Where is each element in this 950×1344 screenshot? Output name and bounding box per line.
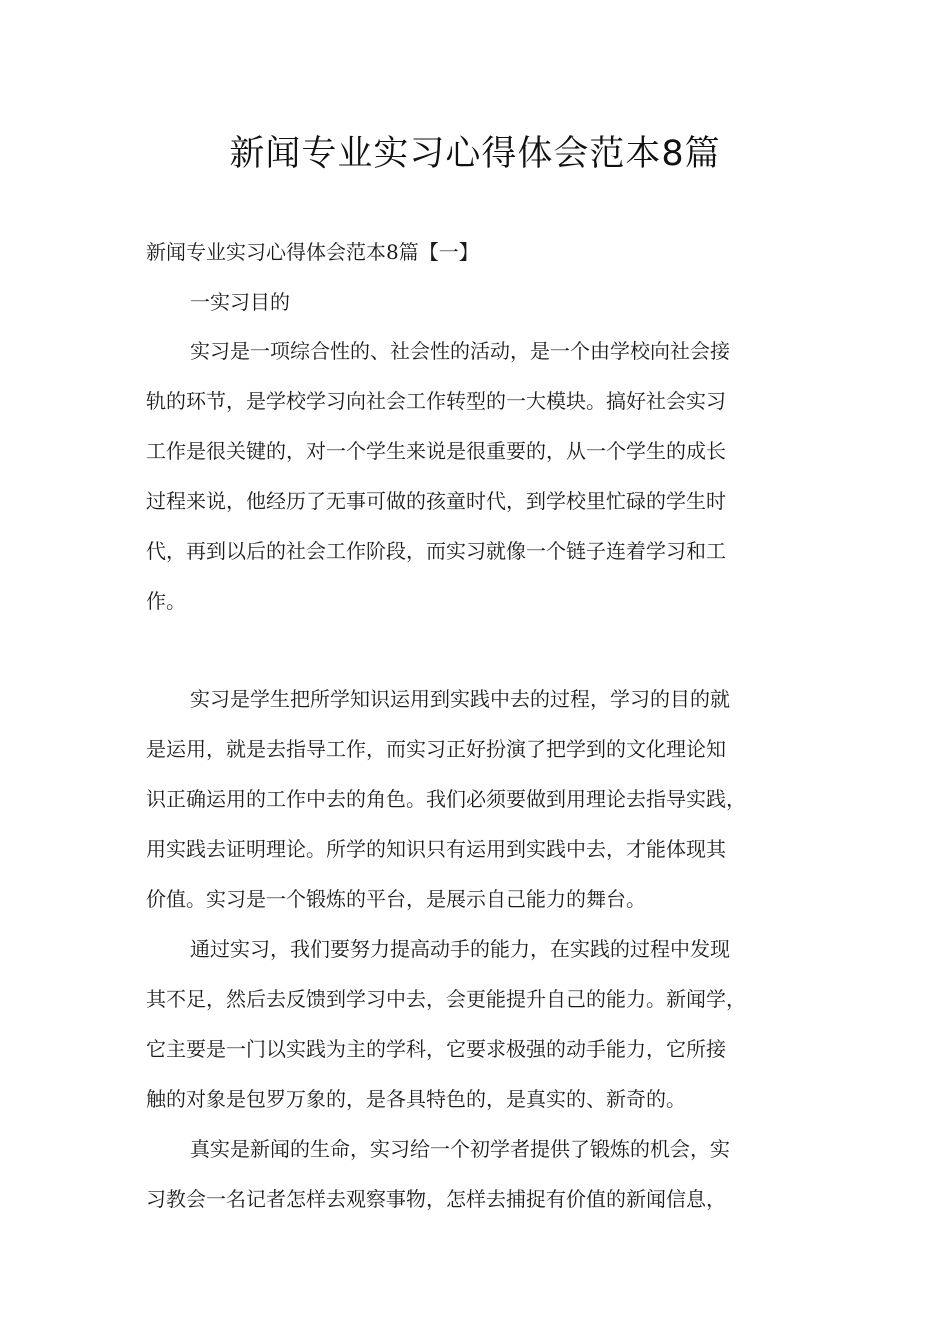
paragraph-line: 它主要是一门以实践为主的学科，它要求极强的动手能力，它所接	[146, 1037, 726, 1061]
section-heading: 新闻专业实习心得体会范本8篇【一】	[146, 240, 479, 264]
paragraph-line: 用实践去证明理论。所学的知识只有运用到实践中去，才能体现其	[146, 837, 726, 861]
paragraph-line: 实习是学生把所学知识运用到实践中去的过程，学习的目的就	[190, 687, 730, 711]
subheading-internship-purpose: 一实习目的	[190, 290, 290, 314]
paragraph-line: 习教会一名记者怎样去观察事物，怎样去捕捉有价值的新闻信息，	[146, 1187, 726, 1211]
paragraph-4	[146, 1124, 806, 1224]
paragraph-line: 通过实习，我们要努力提高动手的能力，在实践的过程中发现	[190, 937, 730, 961]
paragraph-line: 代，再到以后的社会工作阶段，而实习就像一个链子连着学习和工	[146, 539, 726, 563]
paragraph-line: 其不足，然后去反馈到学习中去，会更能提升自己的能力。新闻学，	[146, 987, 746, 1011]
paragraph-line: 真实是新闻的生命，实习给一个初学者提供了锻炼的机会，实	[190, 1137, 730, 1161]
paragraph-line: 价值。实习是一个锻炼的平台，是展示自己能力的舞台。	[146, 887, 646, 911]
paragraph-line: 轨的环节，是学校学习向社会工作转型的一大模块。搞好社会实习	[146, 389, 726, 413]
paragraph-line: 实习是一项综合性的、社会性的活动，是一个由学校向社会接	[190, 339, 730, 363]
paragraph-line: 识正确运用的工作中去的角色。我们必须要做到用理论去指导实践，	[146, 787, 746, 811]
paragraph-line: 作。	[146, 589, 186, 613]
paragraph-line: 触的对象是包罗万象的，是各具特色的，是真实的、新奇的。	[146, 1087, 686, 1111]
paragraph-line: 工作是很关键的，对一个学生来说是很重要的，从一个学生的成长	[146, 439, 726, 463]
paragraph-line: 过程来说，他经历了无事可做的孩童时代，到学校里忙碌的学生时	[146, 489, 726, 513]
paragraph-2	[146, 674, 806, 924]
paragraph-line: 是运用，就是去指导工作，而实习正好扮演了把学到的文化理论知	[146, 737, 726, 761]
paragraph-3	[146, 924, 806, 1124]
paragraph-1	[146, 326, 806, 626]
document-title: 新闻专业实习心得体会范本8篇	[229, 134, 721, 174]
